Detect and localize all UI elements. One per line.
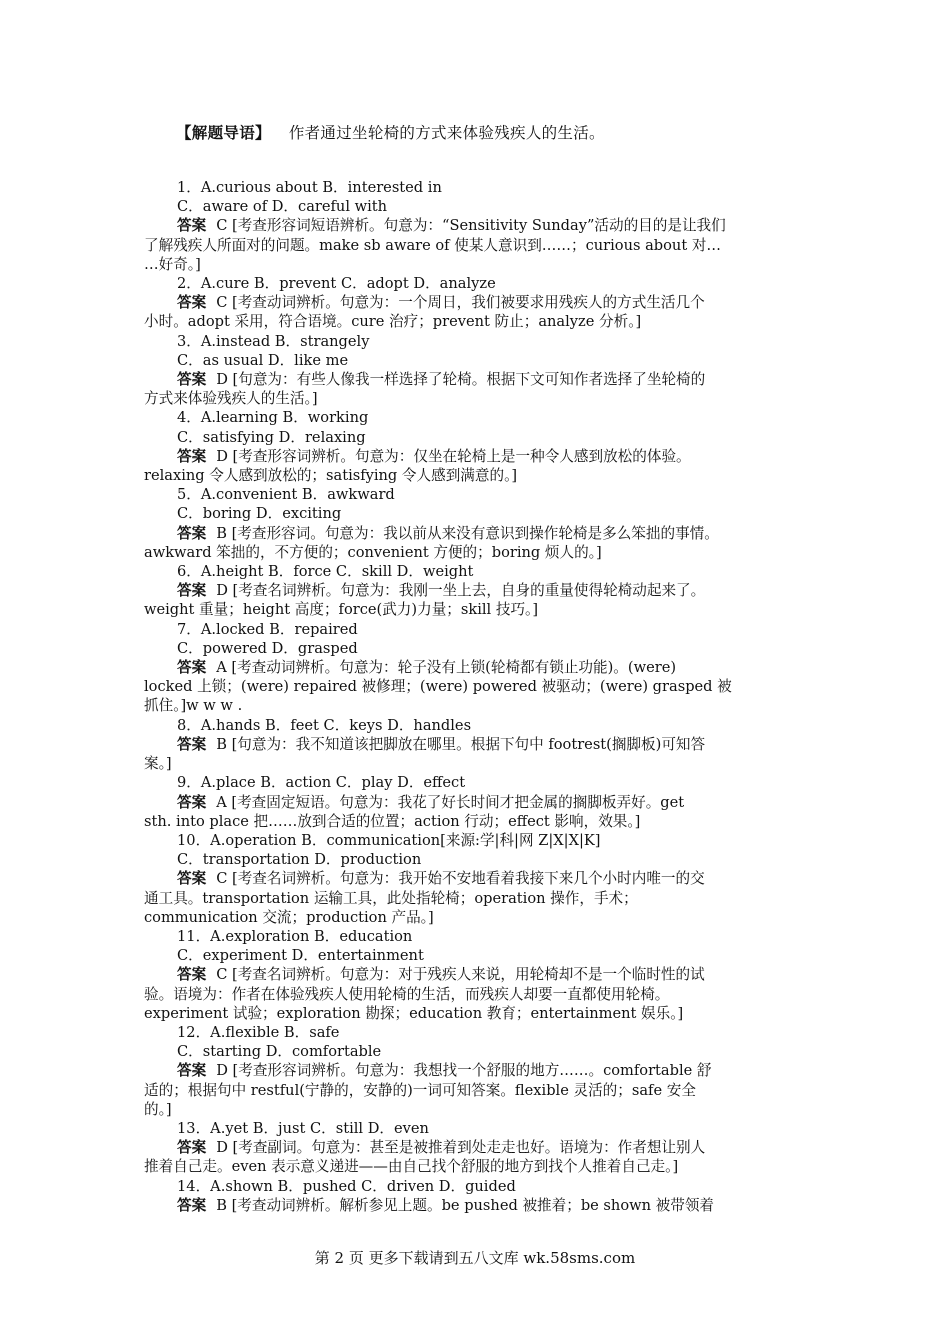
question-options-line xyxy=(144,1177,806,1196)
question-options-line xyxy=(144,504,806,523)
answer-line xyxy=(144,793,806,812)
answer-label: 答案 xyxy=(177,966,207,984)
line-text: …好奇。] xyxy=(144,255,201,273)
question-options-line xyxy=(144,408,806,427)
explanation-line xyxy=(144,1081,806,1100)
line-text: 11．A.exploration B．education xyxy=(177,927,413,945)
line-text: 通工具。transportation 运输工具，此处指轮椅；operation 操作，手术； xyxy=(144,889,638,907)
line-text: 4．A.learning B．working xyxy=(177,409,369,427)
line-text: C．transportation D．production xyxy=(177,851,422,869)
line-text: 案。] xyxy=(144,755,172,773)
answer-label: 答案 xyxy=(177,659,207,677)
line-text: C [考查动词辨析。句意为：一个周日，我们被要求用残疾人的方式生活几个 xyxy=(216,294,705,312)
line-text: experiment 试验；exploration 勘探；education 教育；entertainment 娱乐。] xyxy=(144,1004,684,1022)
line-text: C．satisfying D．relaxing xyxy=(177,428,366,446)
line-text: communication 交流；production 产品。] xyxy=(144,908,434,926)
answer-label: 答案 xyxy=(177,1062,207,1080)
explanation-line xyxy=(144,812,806,831)
explanation-line xyxy=(144,696,806,715)
line-text: 2．A.cure B．prevent C．adopt D．analyze xyxy=(177,275,496,293)
line-text: 小时。adopt 采用，符合语境。cure 治疗；prevent 防止；analyze 分析。] xyxy=(144,313,642,331)
line-text: C．experiment D．entertainment xyxy=(177,947,424,965)
answer-label: 答案 xyxy=(177,870,207,888)
line-text: 验。语境为：作者在体验残疾人使用轮椅的生活，而残疾人却要一直都使用轮椅。 xyxy=(144,985,670,1003)
answer-label: 答案 xyxy=(177,371,207,389)
guide-tag: 【解题导语】 xyxy=(176,124,271,142)
question-options-line xyxy=(144,946,806,965)
line-text: 了解残疾人所面对的问题。make sb aware of 使某人意识到……；curious about 对… xyxy=(144,236,722,254)
line-text: 5．A.convenient B．awkward xyxy=(177,486,395,504)
line-text: B [考查动词辨析。解析参见上题。be pushed 被推着；be shown 被带领着 xyxy=(216,1196,715,1214)
line-text: D [考查名词辨析。句意为：我刚一坐上去，自身的重量使得轮椅动起来了。 xyxy=(216,582,706,600)
answer-line xyxy=(144,370,806,389)
line-text: B [句意为：我不知道该把脚放在哪里。根据下句中 footrest(搁脚板)可知答 xyxy=(216,735,706,753)
answer-line xyxy=(144,216,806,235)
answer-line xyxy=(144,658,806,677)
line-text: C．boring D．exciting xyxy=(177,505,342,523)
explanation-line xyxy=(144,236,806,255)
explanation-line xyxy=(144,754,806,773)
answer-label: 答案 xyxy=(177,217,207,235)
line-text: 13．A.yet B．just C．still D．even xyxy=(177,1119,429,1137)
line-text: 14．A.shown B．pushed C．driven D．guided xyxy=(177,1177,516,1195)
explanation-line xyxy=(144,1100,806,1119)
answer-label: 答案 xyxy=(177,1139,207,1157)
question-options-line xyxy=(144,639,806,658)
question-options-line xyxy=(144,773,806,792)
line-text: D [考查形容词辨析。句意为：我想找一个舒服的地方……。comfortable 舒 xyxy=(216,1062,712,1080)
line-text: C．as usual D．like me xyxy=(177,351,349,369)
answer-label: 答案 xyxy=(177,294,207,312)
line-text: relaxing 令人感到放松的；satisfying 令人感到满意的。] xyxy=(144,467,518,485)
line-text: 的。] xyxy=(144,1100,172,1118)
question-options-line xyxy=(144,831,806,850)
question-options-line xyxy=(144,927,806,946)
line-text: D [考查形容词辨析。句意为：仅坐在轮椅上是一种令人感到放松的体验。 xyxy=(216,447,691,465)
explanation-line xyxy=(144,908,806,927)
answer-line xyxy=(144,447,806,466)
explanation-line xyxy=(144,1004,806,1023)
line-text: 10．A.operation B．communication[来源:学|科|网 Z|X|X|K] xyxy=(177,831,601,849)
line-text: 推着自己走。even 表示意义递进——由自己找个舒服的地方到找个人推着自己走。] xyxy=(144,1158,679,1176)
line-text: 适的；根据句中 restful(宁静的，安静的)一词可知答案。flexible 灵活的；safe 安全 xyxy=(144,1081,696,1099)
explanation-line xyxy=(144,985,806,1004)
explanation-line xyxy=(144,543,806,562)
line-text: C．powered D．grasped xyxy=(177,639,358,657)
answer-label: 答案 xyxy=(177,582,207,600)
line-text: C．starting D．comfortable xyxy=(177,1043,382,1061)
line-text: locked 上锁；(were) repaired 被修理；(were) powered 被驱动；(were) grasped 被 xyxy=(144,678,732,696)
question-options-line xyxy=(144,178,806,197)
answer-line xyxy=(144,869,806,888)
answer-line xyxy=(144,1138,806,1157)
explanation-line xyxy=(144,1157,806,1176)
line-text: 3．A.instead B．strangely xyxy=(177,332,370,350)
question-options-line xyxy=(144,1023,806,1042)
answer-label: 答案 xyxy=(177,793,207,811)
answer-label: 答案 xyxy=(177,1196,207,1214)
line-text: weight 重量；height 高度；force(武力)力量；skill 技巧。] xyxy=(144,601,539,619)
question-options-line xyxy=(144,428,806,447)
answer-content xyxy=(144,178,806,1215)
question-options-line xyxy=(144,485,806,504)
line-text: C [考查名词辨析。句意为：对于残疾人来说，用轮椅却不是一个临时性的试 xyxy=(216,966,705,984)
answer-line xyxy=(144,1196,806,1215)
explanation-line xyxy=(144,600,806,619)
question-options-line xyxy=(144,562,806,581)
question-options-line xyxy=(144,1119,806,1138)
line-text: C [考查形容词短语辨析。句意为：“Sensitivity Sunday”活动的目的是让我们 xyxy=(216,217,726,235)
question-options-line xyxy=(144,197,806,216)
answer-line xyxy=(144,1061,806,1080)
passage-guide xyxy=(176,121,605,143)
line-text: awkward 笨拙的，不方便的；convenient 方便的；boring 烦人的。] xyxy=(144,543,602,561)
explanation-line xyxy=(144,677,806,696)
question-options-line xyxy=(144,351,806,370)
line-text: 抓住。]w w w . xyxy=(144,697,243,715)
line-text: C [考查名词辨析。句意为：我开始不安地看着我接下来几个小时内唯一的交 xyxy=(216,870,705,888)
line-text: A [考查动词辨析。句意为：轮子没有上锁(轮椅都有锁止功能)。(were) xyxy=(216,659,677,677)
question-options-line xyxy=(144,274,806,293)
answer-line xyxy=(144,524,806,543)
line-text: 9．A.place B．action C．play D．effect xyxy=(177,774,466,792)
line-text: 8．A.hands B．feet C．keys D．handles xyxy=(177,716,472,734)
answer-line xyxy=(144,965,806,984)
answer-label: 答案 xyxy=(177,735,207,753)
question-options-line xyxy=(144,716,806,735)
line-text: 方式来体验残疾人的生活。] xyxy=(144,390,318,408)
explanation-line xyxy=(144,889,806,908)
question-options-line xyxy=(144,1042,806,1061)
line-text: D [考查副词。句意为：甚至是被推着到处走走也好。语境为：作者想让别人 xyxy=(216,1139,706,1157)
line-text: B [考查形容词。句意为：我以前从来没有意识到操作轮椅是多么笨拙的事情。 xyxy=(216,524,719,542)
explanation-line xyxy=(144,255,806,274)
explanation-line xyxy=(144,389,806,408)
answer-label: 答案 xyxy=(177,447,207,465)
line-text: D [句意为：有些人像我一样选择了轮椅。根据下文可知作者选择了坐轮椅的 xyxy=(216,371,706,389)
line-text: A [考查固定短语。句意为：我花了好长时间才把金属的搁脚板弄好。get xyxy=(216,793,685,811)
answer-line xyxy=(144,293,806,312)
line-text: 1．A.curious about B．interested in xyxy=(177,179,442,196)
question-options-line xyxy=(144,332,806,351)
answer-line xyxy=(144,735,806,754)
answer-label: 答案 xyxy=(177,524,207,542)
question-options-line xyxy=(144,620,806,639)
line-text: 12．A.flexible B．safe xyxy=(177,1023,340,1041)
page-footer: 第 2 页 更多下载请到五八文库 wk.58sms.com xyxy=(314,1249,636,1267)
explanation-line xyxy=(144,312,806,331)
question-options-line xyxy=(144,850,806,869)
line-text: 6．A.height B．force C．skill D．weight xyxy=(177,563,474,581)
guide-text: 作者通过坐轮椅的方式来体验残疾人的生活。 xyxy=(288,124,605,142)
answer-line xyxy=(144,581,806,600)
explanation-line xyxy=(144,466,806,485)
line-text: 7．A.locked B．repaired xyxy=(177,620,358,638)
line-text: sth. into place 把……放到合适的位置；action 行动；effect 影响，效果。] xyxy=(144,812,641,830)
line-text: C．aware of D．careful with xyxy=(177,198,388,216)
